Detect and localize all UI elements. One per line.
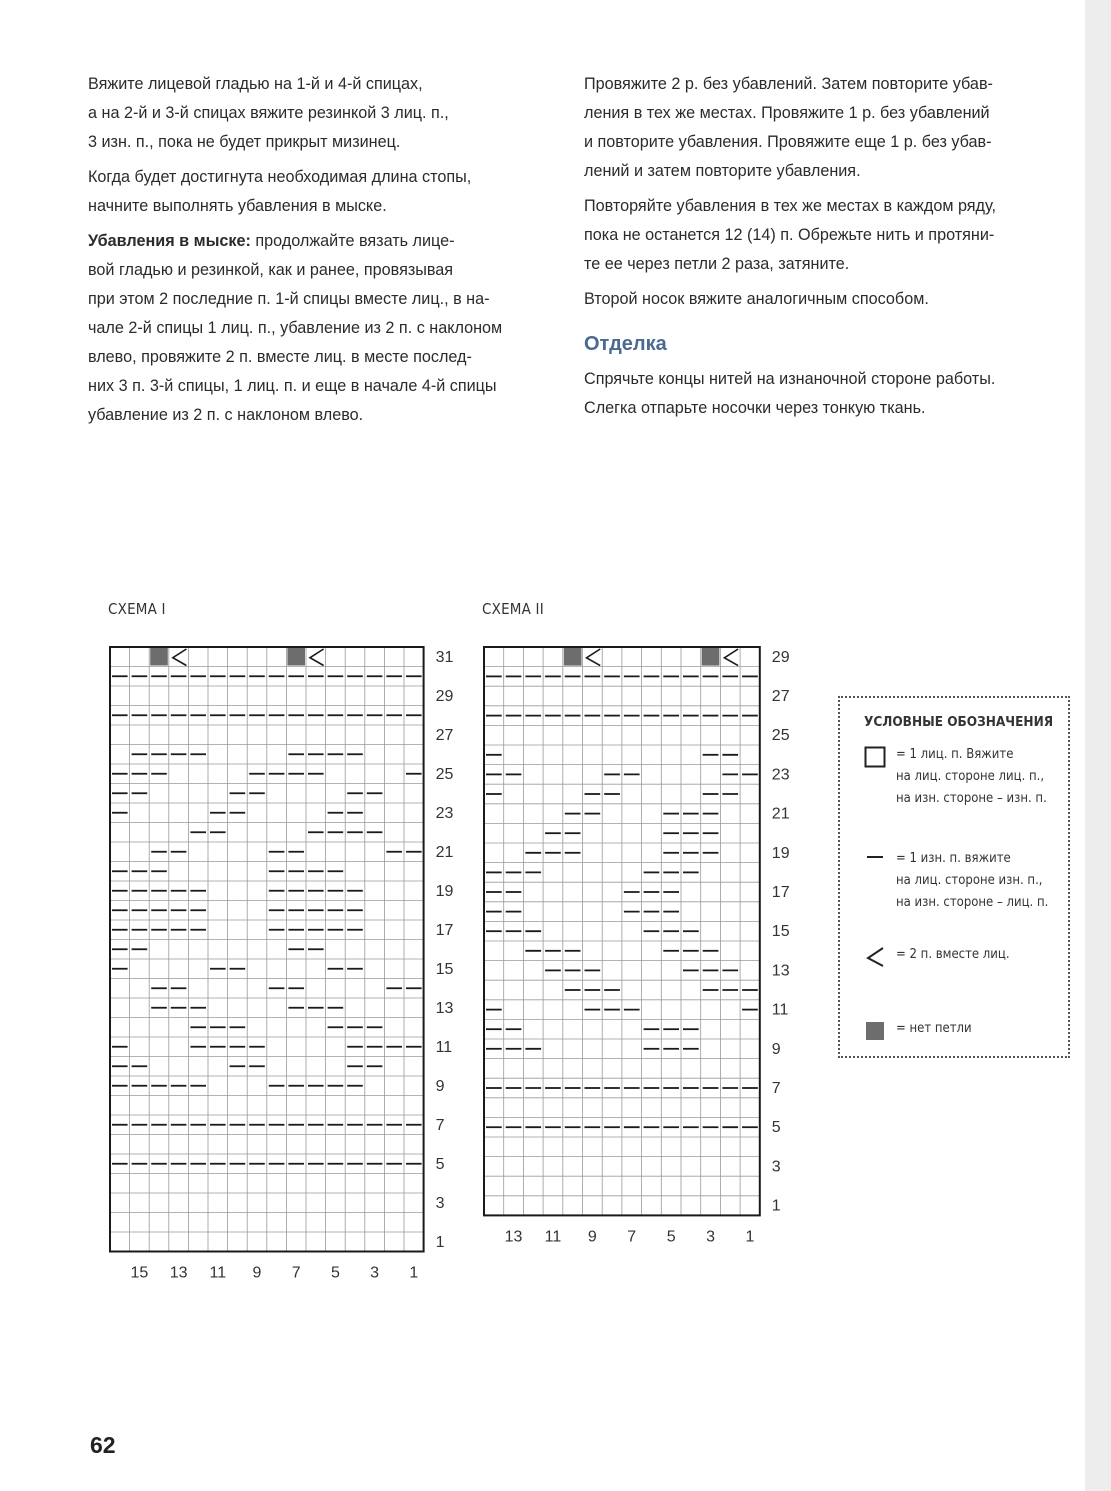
legend-box: УСЛОВНЫЕ ОБОЗНАЧЕНИЯ = 1 лиц. п. Вяжите на лиц. стороне лиц. п., на изн. стороне – изн. п. = 1 изн. п. вяжите на лиц. стороне изн. п., на изн. стороне – лиц. п. = 2 п. вместе лиц. = нет петли [838, 696, 1070, 1058]
no-stitch-cell [287, 648, 305, 666]
row-label: 1 [771, 1197, 781, 1215]
row-label: 29 [435, 687, 454, 705]
paragraph-4: Повторяйте убавления в тех же местах в каждом ряду, пока не останется 12 (14) п. Обрежьте нить и протяни- те ее через петли 2 раза, затяните. [584, 197, 996, 273]
lead-in: Убавления в мыске: [88, 232, 251, 250]
column-label: 7 [627, 1228, 637, 1246]
row-label: 7 [435, 1116, 445, 1134]
row-label: 19 [771, 844, 790, 862]
dash-icon [864, 850, 886, 872]
filled-square-icon [864, 1020, 886, 1042]
column-label: 3 [370, 1264, 380, 1282]
column-label: 9 [252, 1264, 262, 1282]
row-label: 17 [435, 921, 454, 939]
left-text-column [88, 70, 558, 436]
page-number: 62 [90, 1432, 116, 1458]
k2tog-stitch [310, 649, 324, 666]
column-label: 5 [330, 1264, 340, 1282]
row-label: 7 [771, 1080, 781, 1097]
column-label: 1 [409, 1264, 419, 1282]
empty-square-icon [864, 746, 886, 768]
knitting-chart-2 [474, 640, 804, 1250]
paragraph-3: Провяжите 2 р. без убавлений. Затем повторите убав- ления в тех же местах. Провяжите 1 р. без убавлений и повторите убавления. Провяжите еще 1 р. без убав- лений и затем повторите убавления. [584, 75, 993, 180]
right-text-column [584, 70, 1054, 429]
column-label: 7 [291, 1264, 301, 1282]
row-label: 5 [435, 1155, 445, 1173]
row-label: 19 [435, 882, 454, 900]
row-label: 9 [771, 1040, 781, 1058]
row-label: 23 [771, 766, 790, 784]
chart-2-title: СХЕМА II [482, 600, 544, 618]
paragraph-1: Вяжите лицевой гладью на 1-й и 4-й спицах, а на 2-й и 3-й спицах вяжите резинкой 3 лиц. п., 3 изн. п., пока не будет прикрыт мизинец. [88, 75, 449, 151]
no-stitch-cell [150, 648, 168, 666]
column-label: 13 [504, 1228, 523, 1246]
row-label: 5 [771, 1119, 781, 1137]
paragraph-5: Второй носок вяжите аналогичным способом. [584, 290, 929, 308]
column-label: 13 [169, 1264, 188, 1282]
paragraph-toe-decreases: Убавления в мыске: продолжайте вязать лице- вой гладью и резинкой, как и ранее, провязывая при этом 2 последние п. 1-й спицы вместе лиц., в на- чале 2-й спицы 1 лиц. п., убавление из 2 п. с наклоном влево, провяжите 2 п. вместе лиц. в месте послед- них 3 п. 3-й спицы, 1 лиц. п. и еще в начале 4-й спицы убавление из 2 п. с наклоном влево. [88, 232, 503, 424]
row-label: 31 [435, 648, 454, 666]
row-label: 13 [771, 962, 790, 980]
column-label: 1 [745, 1228, 755, 1246]
paragraph-2: Когда будет достигнута необходимая длина стопы, начните выполнять убавления в мыске. [88, 168, 472, 215]
row-label: 11 [771, 1001, 789, 1019]
k2tog-stitch [724, 649, 738, 666]
no-stitch-cell [564, 648, 582, 666]
k2tog-icon [864, 946, 886, 968]
row-label: 27 [435, 726, 454, 744]
chart-1-title: СХЕМА I [108, 600, 166, 618]
row-label: 1 [435, 1233, 445, 1251]
column-label: 11 [544, 1228, 562, 1246]
knitting-chart-1 [100, 640, 460, 1290]
column-label: 3 [706, 1228, 716, 1246]
row-label: 17 [771, 884, 790, 901]
no-stitch-cell [702, 648, 720, 666]
column-label: 5 [666, 1228, 676, 1246]
row-label: 29 [771, 648, 790, 666]
column-label: 15 [130, 1264, 149, 1282]
legend-title: УСЛОВНЫЕ ОБОЗНАЧЕНИЯ [864, 714, 1054, 730]
row-label: 15 [435, 960, 454, 978]
row-label: 3 [771, 1158, 781, 1176]
k2tog-stitch [173, 649, 187, 666]
row-label: 11 [435, 1038, 453, 1056]
row-label: 15 [771, 923, 790, 941]
k2tog-stitch [587, 649, 601, 666]
column-label: 9 [587, 1228, 597, 1246]
row-label: 23 [435, 804, 454, 822]
row-label: 21 [771, 805, 790, 823]
row-label: 13 [435, 999, 454, 1017]
row-label: 27 [771, 688, 790, 705]
row-label: 21 [435, 843, 454, 861]
paragraph-finishing: Спрячьте концы нитей на изнаночной стороне работы. Слегка отпарьте носочки через тонкую ткань. [584, 370, 996, 417]
row-label: 25 [771, 727, 790, 745]
column-label: 11 [209, 1264, 227, 1282]
row-label: 25 [435, 765, 454, 783]
row-label: 9 [435, 1077, 445, 1095]
page-edge [1085, 0, 1111, 1491]
row-label: 3 [435, 1194, 445, 1212]
section-heading: Отделка [584, 333, 667, 355]
